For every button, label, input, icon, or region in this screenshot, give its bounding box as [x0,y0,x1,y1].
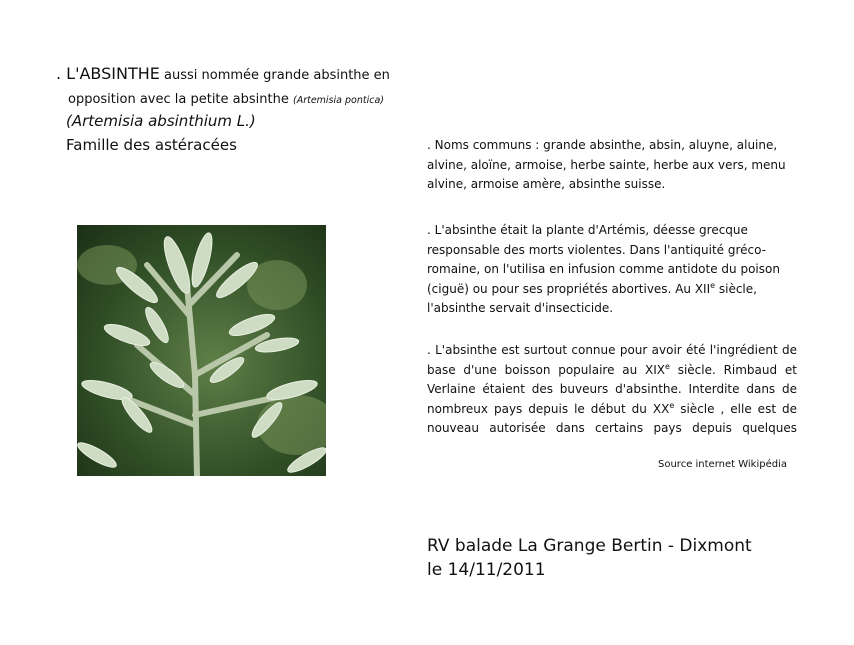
history-paragraph [427,221,797,319]
plant-photo [77,225,326,476]
history-text-a: . L'absinthe était la plante d'Artémis, déesse grecque responsable des morts violentes. Dans l'antiquité gréco-romaine, on l'utilisa en infusion comme antidote du poison (ciguë) ou pour ses propriétés abortives. Au XII [427,223,780,296]
heading-line [56,64,390,83]
family-name: Famille des astéracées [66,136,237,154]
drink-text-c: siècle , elle est de nouveau autorisée dans certains pays depuis quelques [427,401,798,435]
heading-rest: aussi nommée grande absinthe en [159,68,390,83]
source-note: Source internet Wikipédia [658,459,788,470]
heading-line2-small: (Artemisia pontica) [292,95,384,106]
drink-sup-1: e [664,361,670,371]
event-footer [427,534,752,582]
common-names-paragraph: . Noms communs : grande absinthe, absin, aluyne, aluine, alvine, aloïne, armoise, herbe sainte, herbe aux vers, menu alvine, armoise amère, absinthe suisse. [427,138,786,191]
history-sup: e [710,280,716,290]
drink-text-b: siècle. Rimbaud et Verlaine étaient des buveurs d'absinthe. Interdite dans de nombreux pays depuis le début du XX [427,362,797,416]
drink-paragraph [427,341,797,439]
drink-text-a: . L'absinthe est surtout connue pour avoir été l'ingrédient de base d'une boisson populaire au XIX [427,343,797,377]
event-date: le 14/11/2011 [427,560,546,580]
event-title: RV balade La Grange Bertin - Dixmont [427,536,752,556]
latin-name: (Artemisia absinthium L.) [66,112,256,130]
wormwood-image [77,225,326,476]
heading-bullet: . [56,64,67,83]
heading-line2-text: opposition avec la petite absinthe [68,92,293,107]
history-text-b: siècle, l'absinthe servait d'insecticide. [427,281,757,315]
heading-line-2 [68,92,384,107]
plant-name: L'ABSINTHE [66,64,160,83]
drink-sup-2: e [669,400,675,410]
